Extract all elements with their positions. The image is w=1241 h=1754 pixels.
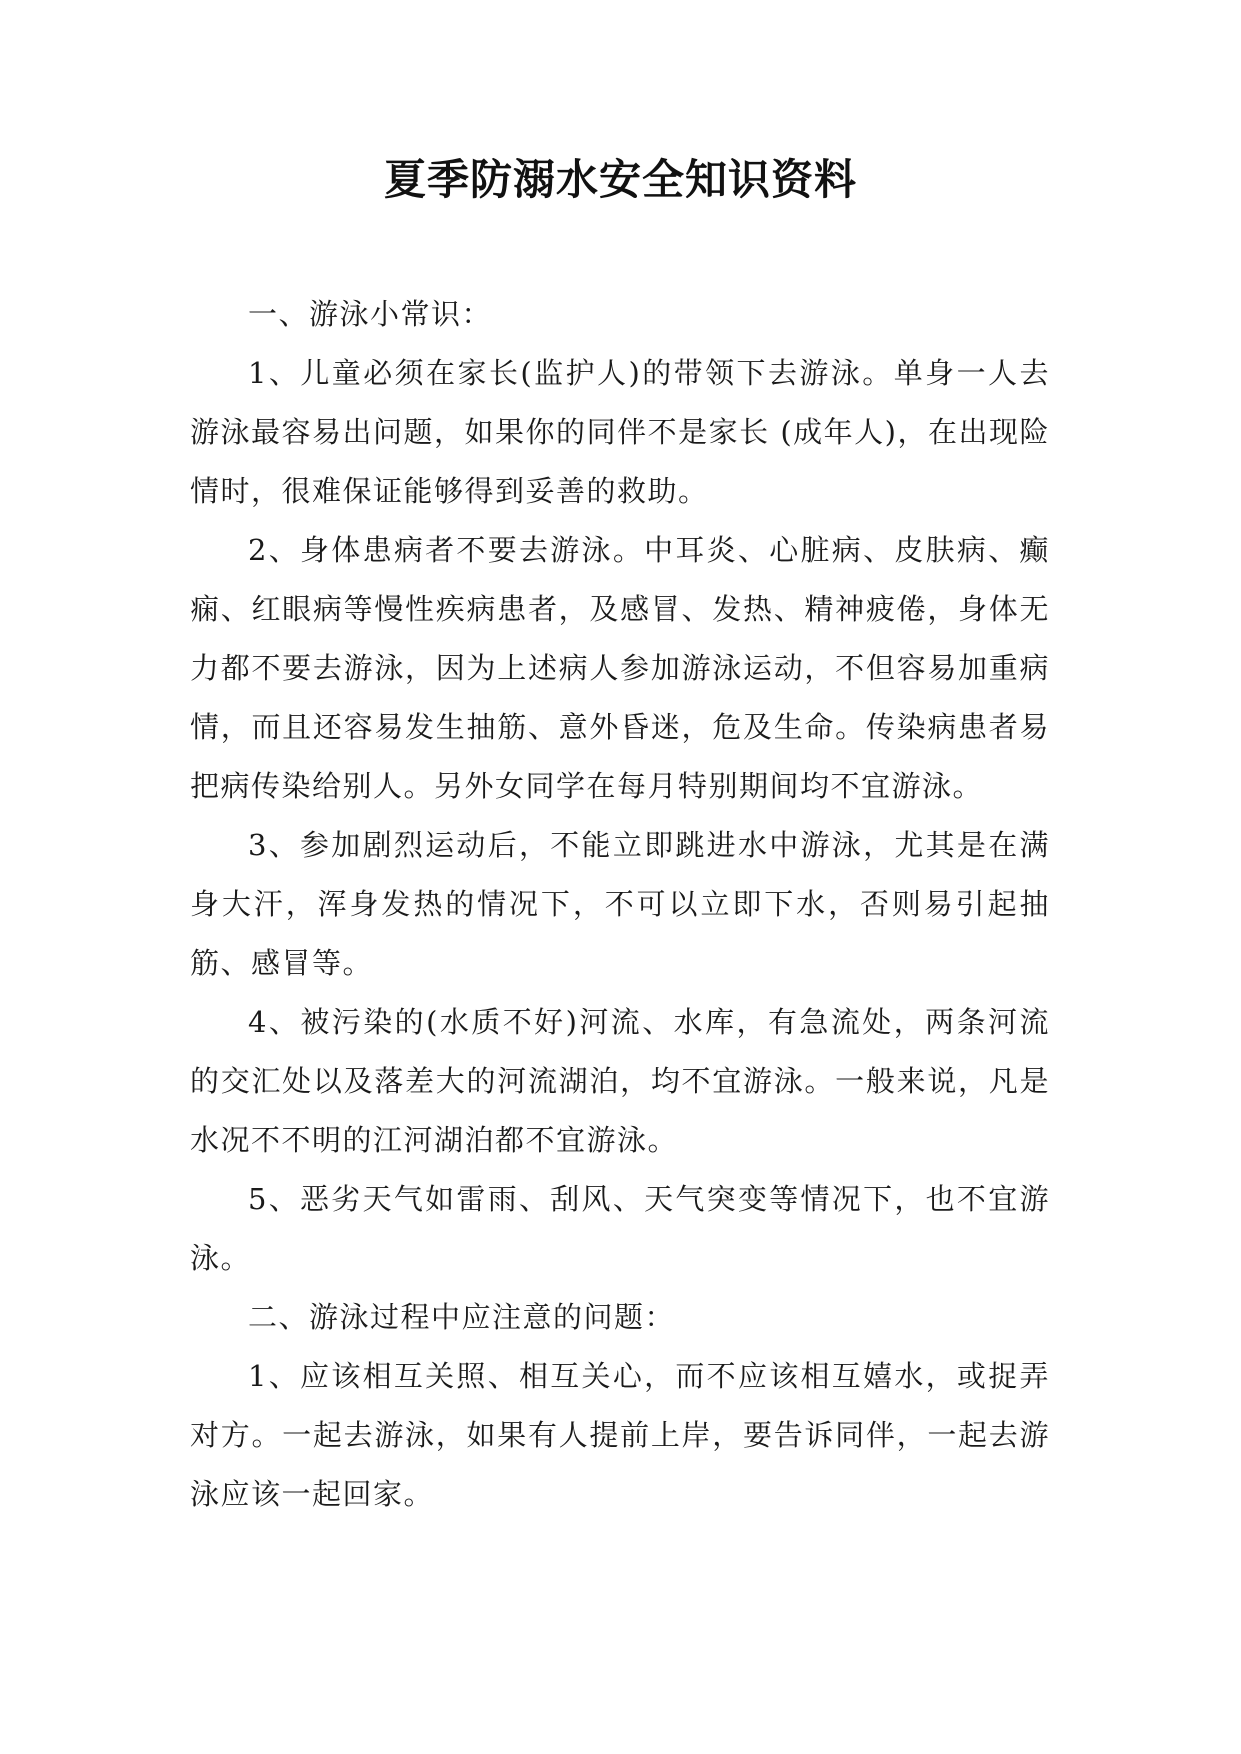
paragraph-item-2: 2、身体患病者不要去游泳。中耳炎、心脏病、皮肤病、癫痫、红眼病等慢性疾病患者，及感冒、发热、精神疲倦，身体无力都不要去游泳，因为上述病人参加游泳运动，不但容易加重病情，而且还容易发生抽筋、意外昏迷，危及生命。传染病患者易把病传染给别人。另外女同学在每月特别期间均不宜游泳。	[190, 533, 1050, 803]
paragraph-item-5: 5、恶劣天气如雷雨、刮风、天气突变等情况下，也不宜游泳。	[190, 1182, 1050, 1275]
document-body	[190, 285, 1050, 1524]
document-title: 夏季防溺水安全知识资料	[383, 155, 857, 204]
paragraph-item-1: 1、儿童必须在家长(监护人)的带领下去游泳。单身一人去游泳最容易出问题，如果你的同伴不是家长 (成年人)，在出现险情时，很难保证能够得到妥善的救助。	[190, 356, 1050, 508]
section-heading-precautions: 二、游泳过程中应注意的问题：	[248, 1300, 676, 1334]
paragraph-precaution-1: 1、应该相互关照、相互关心，而不应该相互嬉水，或捉弄对方。一起去游泳，如果有人提前上岸，要告诉同伴，一起去游泳应该一起回家。	[190, 1359, 1050, 1511]
paragraph-item-3: 3、参加剧烈运动后，不能立即跳进水中游泳，尤其是在满身大汗，浑身发热的情况下，不可以立即下水，否则易引起抽筋、感冒等。	[190, 828, 1050, 980]
section-heading-swimming-tips: 一、游泳小常识：	[248, 297, 493, 331]
paragraph-item-4: 4、被污染的(水质不好)河流、水库，有急流处，两条河流的交汇处以及落差大的河流湖泊，均不宜游泳。一般来说，凡是水况不不明的江河湖泊都不宜游泳。	[190, 1005, 1050, 1157]
